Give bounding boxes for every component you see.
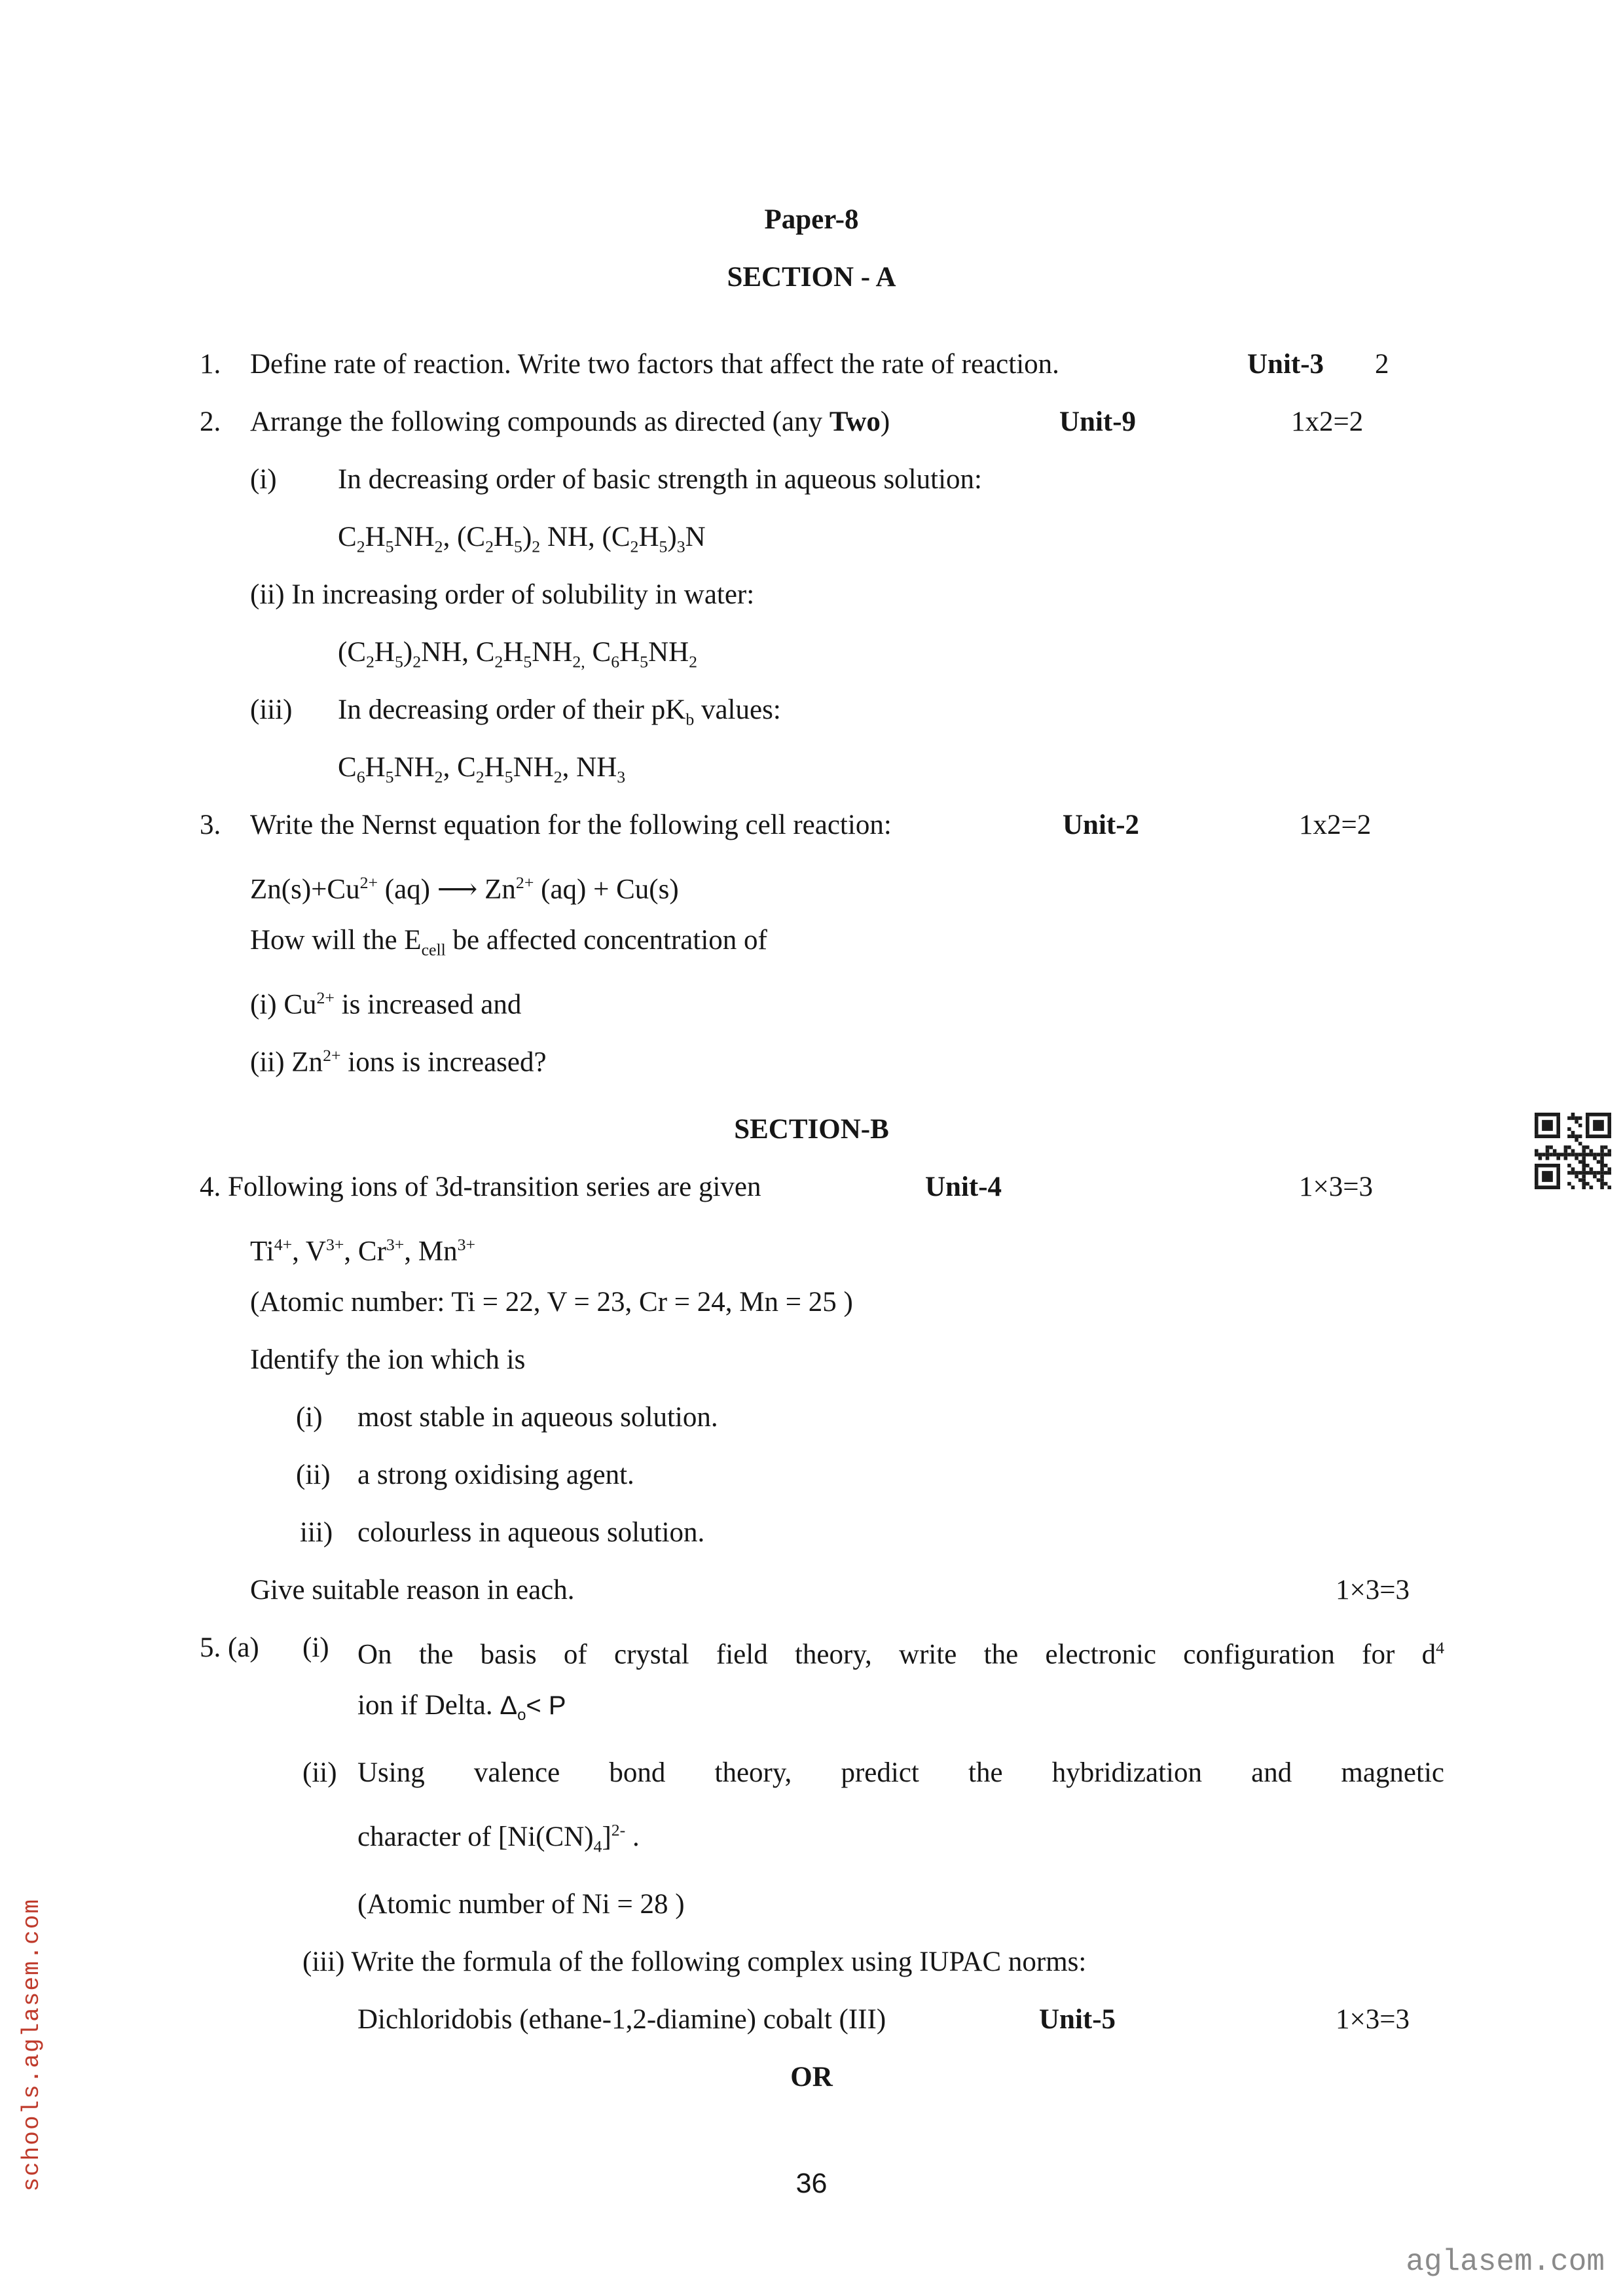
text-run: colourless in aqueous solution. bbox=[357, 1517, 705, 1548]
text-run: SECTION-B bbox=[734, 1114, 889, 1145]
question-4-footer bbox=[0, 1562, 1623, 1619]
watermark-left: schools.aglasem.com bbox=[18, 1898, 45, 2192]
text-run: Arrange the following compounds as directed (any Two) bbox=[250, 406, 890, 437]
text-run: (i) bbox=[302, 1632, 329, 1663]
question-4-text bbox=[0, 1331, 1623, 1389]
question-3-text bbox=[0, 912, 1623, 969]
document-body bbox=[0, 191, 1623, 2106]
text-run: 2 bbox=[1375, 349, 1389, 380]
text-run: a strong oxidising agent. bbox=[357, 1460, 634, 1490]
text-run: 2. bbox=[200, 406, 221, 437]
or-separator bbox=[0, 2049, 1623, 2106]
text-run: (ii) $Zn^{2+}$ ions is increased? bbox=[250, 1046, 547, 1078]
question-3-i bbox=[0, 969, 1623, 1027]
text-run: ion if Delta. bbox=[357, 1690, 500, 1721]
text-run: Unit-9 bbox=[1059, 406, 1137, 437]
text-run: 1x2=2 bbox=[1291, 406, 1364, 437]
text-run: (iii) Write the formula of the following complex using IUPAC norms: bbox=[302, 1946, 1087, 1977]
question-1 bbox=[0, 336, 1623, 393]
text-run: 4. Following ions of 3d-transition series are given bbox=[200, 1172, 761, 1202]
text-run: $Ti^{4+}$, $V^{3+}$, $Cr^{3+}$, $Mn^{3+}$ bbox=[250, 1235, 476, 1267]
question-4-i bbox=[0, 1389, 1623, 1446]
text-run: In decreasing order of basic strength in aqueous solution: bbox=[338, 464, 982, 495]
question-2-ii-formula bbox=[0, 624, 1623, 681]
text-run: (i) $Cu^{2+}$ is increased and bbox=[250, 988, 522, 1020]
question-5a-ii bbox=[0, 1744, 1623, 1802]
question-3-ii bbox=[0, 1027, 1623, 1085]
question-4-atomic-numbers bbox=[0, 1274, 1623, 1331]
question-5a-ii-cont bbox=[0, 1802, 1623, 1876]
text-run: (Atomic number of Ni = 28 ) bbox=[357, 1888, 685, 1920]
question-2-i bbox=[0, 451, 1623, 509]
text-run: (ii) bbox=[302, 1757, 337, 1788]
text-run: $C_2H_5NH_2$, $(C_2H_5)_2$ NH, $(C_2H_5)_3N$ bbox=[338, 522, 706, 556]
text-run: (iii) bbox=[250, 694, 293, 725]
question-4 bbox=[0, 1158, 1623, 1216]
question-5a-ii-note bbox=[0, 1876, 1623, 1933]
text-run: OR bbox=[790, 2061, 833, 2092]
text-run: character of $[Ni(CN)_4]^{2-}$ . bbox=[357, 1821, 640, 1856]
text-run: 1. bbox=[200, 349, 221, 380]
question-3 bbox=[0, 797, 1623, 854]
question-2-iii-formula bbox=[0, 739, 1623, 797]
text-run: $\Delta_o< P$ bbox=[500, 1691, 566, 1724]
text-run: Unit-3 bbox=[1247, 349, 1324, 380]
text-run: $C_6H_5NH_2$, $C_2H_5NH_2$, $NH_3$ bbox=[338, 752, 626, 787]
doc-title bbox=[0, 191, 1623, 249]
text-run: SECTION - A bbox=[727, 262, 896, 293]
text-run: Unit-5 bbox=[1039, 2003, 1116, 2035]
text-run: Unit-4 bbox=[925, 1172, 1002, 1202]
text-run: Write the Nernst equation for the following cell reaction: bbox=[250, 810, 892, 840]
text-run: Unit-2 bbox=[1063, 810, 1140, 840]
text-run: Define rate of reaction. Write two factors that affect the rate of reaction. bbox=[250, 349, 1059, 380]
question-4-ions bbox=[0, 1216, 1623, 1274]
question-2 bbox=[0, 393, 1623, 451]
question-5a-iii bbox=[0, 1933, 1623, 1991]
text-run: (i) bbox=[250, 464, 277, 495]
text-run: most stable in aqueous solution. bbox=[357, 1402, 718, 1433]
text-run: 1×3=3 bbox=[1336, 1575, 1410, 1605]
question-5a-i-cont bbox=[0, 1677, 1623, 1744]
text-run: (ii) bbox=[296, 1460, 331, 1490]
question-2-iii bbox=[0, 681, 1623, 739]
text-run: Identify the ion which is bbox=[250, 1344, 526, 1375]
text-run: 1×3=3 bbox=[1336, 2003, 1410, 2035]
text-run: (Atomic number: Ti = 22, V = 23, Cr = 24, Mn = 25 ) bbox=[250, 1287, 853, 1318]
text-run: 3. bbox=[200, 810, 221, 840]
text-run: 1x2=2 bbox=[1299, 810, 1372, 840]
text-run: How will the $E_{cell}$ be affected concentration of bbox=[250, 925, 767, 960]
text-run: $(C_2H_5)_2NH$, $C_2H_5NH_{2,}$ $C_6H_5NH_2$ bbox=[338, 637, 698, 672]
qr-code-icon bbox=[1535, 1113, 1611, 1189]
question-5a-iii-complex bbox=[0, 1991, 1623, 2049]
section-a-heading bbox=[0, 249, 1623, 306]
text-run: (ii) In increasing order of solubility in water: bbox=[250, 579, 755, 610]
section-b-heading bbox=[0, 1101, 1623, 1158]
text-run: Give suitable reason in each. bbox=[250, 1575, 575, 1605]
text-run: 1×3=3 bbox=[1299, 1172, 1374, 1202]
text-run: Dichloridobis (ethane-1,2-diamine) cobalt (III) bbox=[357, 2003, 886, 2035]
text-run: Using valence bond theory, predict the hybridization and magnetic bbox=[357, 1757, 1444, 1788]
text-run: In decreasing order of their $pK_b$ values: bbox=[338, 694, 781, 729]
text-run: iii) bbox=[300, 1517, 333, 1548]
text-run: 5. (a) bbox=[200, 1632, 259, 1663]
question-2-ii bbox=[0, 566, 1623, 624]
page-number: 36 bbox=[795, 2168, 828, 2199]
question-2-i-formula bbox=[0, 509, 1623, 566]
question-5a-i bbox=[0, 1619, 1623, 1677]
text-run: (i) bbox=[296, 1402, 323, 1433]
text-run: $Zn(s)+Cu^{2+}$ (aq) ⟶ $Zn^{2+}$ (aq) + Cu(s) bbox=[250, 873, 679, 905]
question-3-equation bbox=[0, 854, 1623, 912]
watermark-bottom: aglasem.com bbox=[1406, 2245, 1605, 2279]
text-run: On the basis of crystal field theory, write the electronic configuration for $d^4$ bbox=[357, 1638, 1444, 1670]
question-4-ii bbox=[0, 1446, 1623, 1504]
question-4-iii bbox=[0, 1504, 1623, 1562]
text-run: Paper-8 bbox=[764, 204, 859, 235]
